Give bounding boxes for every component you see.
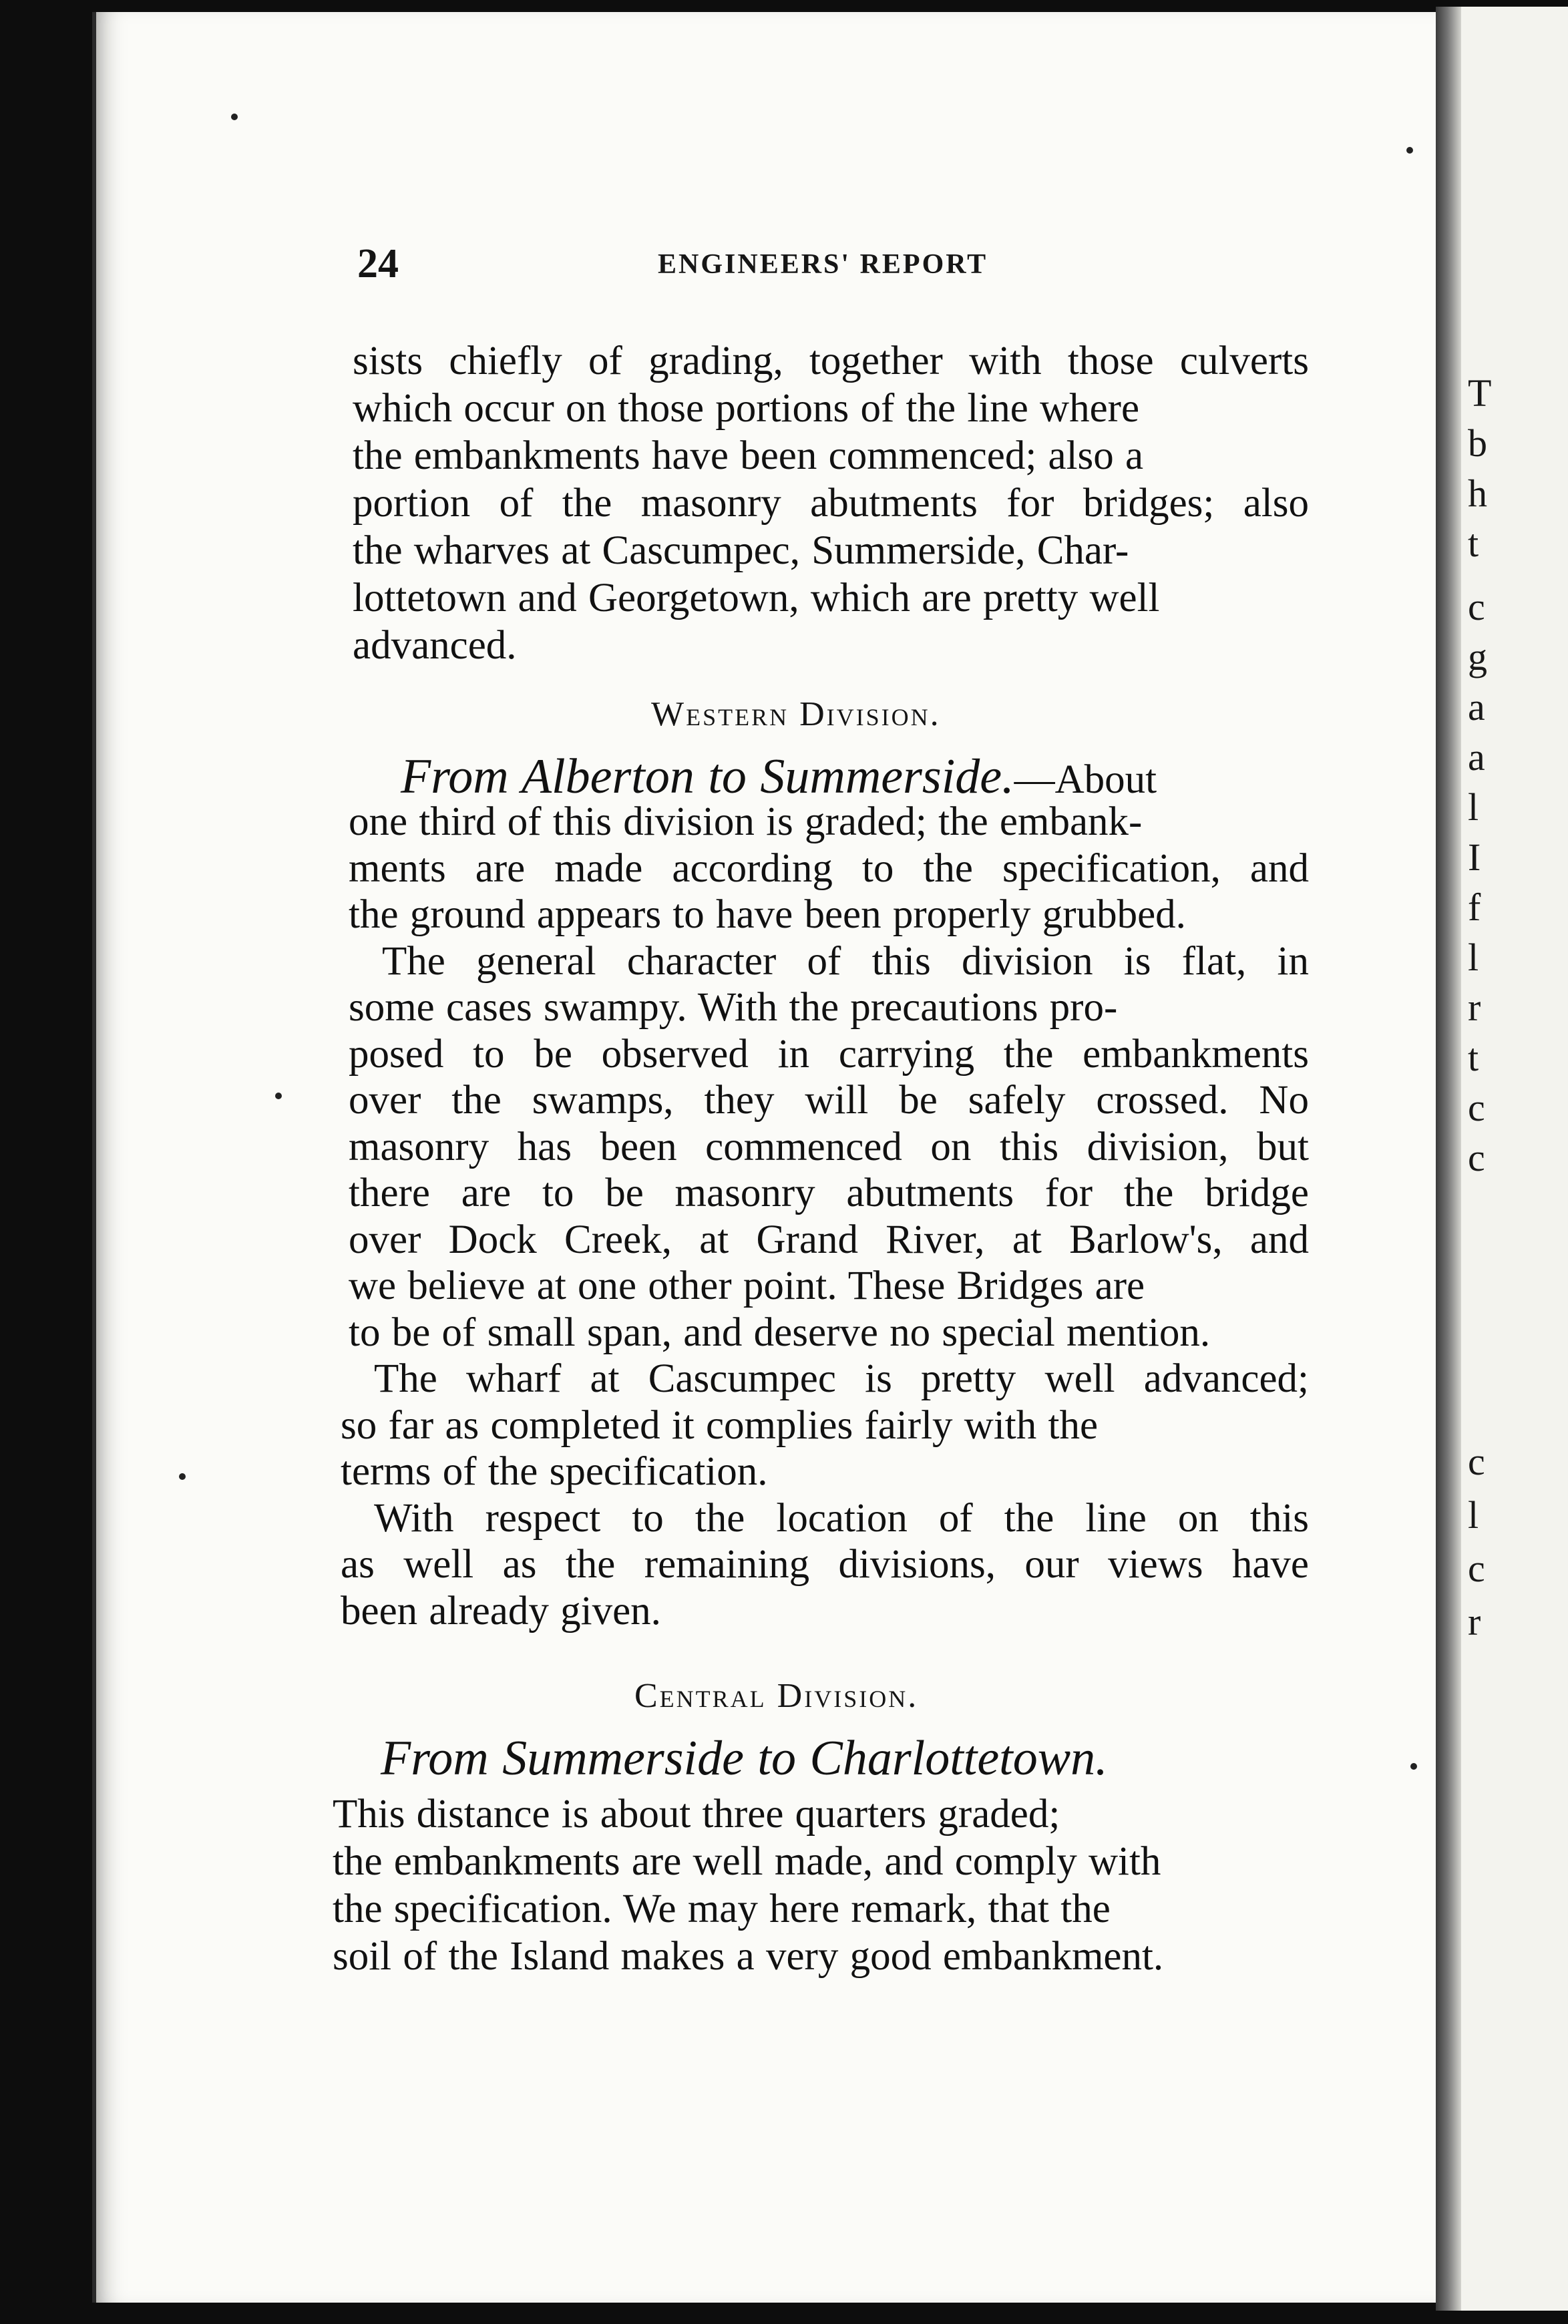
- adjacent-page-letter: c: [1468, 1136, 1485, 1179]
- adjacent-page-letter: h: [1468, 471, 1487, 515]
- text-line: masonry has been commenced on this division, but: [349, 1125, 1309, 1169]
- section-subheading-central: From Summerside to Charlottetown.: [381, 1731, 1108, 1786]
- text-line: there are to be masonry abutments for the bridge: [349, 1171, 1309, 1215]
- text-line: so far as completed it complies fairly with the: [341, 1403, 1099, 1448]
- scan-speck: [275, 1093, 282, 1099]
- adjacent-page-letter: t: [1468, 522, 1479, 565]
- text-line: terms of the specification.: [341, 1449, 768, 1494]
- scan-speck: [1406, 147, 1413, 154]
- text-line: over Dock Creek, at Grand River, at Barlow's, and: [349, 1217, 1309, 1262]
- text-line: the ground appears to have been properly grubbed.: [349, 892, 1186, 937]
- text-line: which occur on those portions of the line where: [353, 386, 1140, 431]
- adjacent-page-letter: b: [1468, 421, 1487, 465]
- text-line: This distance is about three quarters graded;: [333, 1792, 1060, 1836]
- adjacent-page-letter: a: [1468, 735, 1485, 779]
- scan-speck: [179, 1473, 186, 1480]
- adjacent-page-letter: a: [1468, 685, 1485, 729]
- page-number: 24: [357, 241, 399, 286]
- text-line: The general character of this division is flat, in: [382, 939, 1309, 984]
- text-line: the specification. We may here remark, that the: [333, 1887, 1111, 1931]
- text-line: as well as the remaining divisions, our views have: [341, 1542, 1309, 1587]
- text-line: sists chiefly of grading, together with those culverts: [353, 339, 1309, 383]
- text-line: been already given.: [341, 1589, 661, 1633]
- adjacent-page-letter: c: [1468, 1547, 1485, 1590]
- section-heading-western: Western Division.: [651, 695, 941, 733]
- adjacent-page-letter: l: [1468, 936, 1479, 979]
- text-line: one third of this division is graded; the embank-: [349, 799, 1143, 844]
- adjacent-page-letter: l: [1468, 785, 1479, 829]
- running-header: [357, 240, 1402, 307]
- text-line: With respect to the location of the line on this: [374, 1496, 1309, 1541]
- text-line: over the swamps, they will be safely crossed. No: [349, 1078, 1309, 1123]
- page-gutter: [1436, 7, 1462, 2311]
- adjacent-page-letter: f: [1468, 886, 1481, 929]
- adjacent-page-letter: l: [1468, 1493, 1479, 1537]
- adjacent-page-letter: I: [1468, 835, 1481, 879]
- text-line: ments are made according to the specification, and: [349, 846, 1309, 891]
- text-line: posed to be observed in carrying the embankments: [349, 1032, 1309, 1077]
- text-line: The wharf at Cascumpec is pretty well advanced;: [374, 1356, 1309, 1401]
- adjacent-page-letter: T: [1468, 371, 1492, 415]
- scan-speck: [231, 114, 238, 120]
- text-line: the wharves at Cascumpec, Summerside, Char-: [353, 528, 1129, 573]
- text-line: portion of the masonry abutments for bridges; also: [353, 481, 1309, 526]
- text-line: advanced.: [353, 623, 517, 668]
- text-line: the embankments have been commenced; also a: [353, 433, 1144, 478]
- adjacent-page-letter: r: [1468, 986, 1481, 1029]
- adjacent-page-edge: [1461, 7, 1568, 2311]
- text-line: to be of small span, and deserve no special mention.: [349, 1310, 1211, 1355]
- text-line: lottetown and Georgetown, which are pretty well: [353, 576, 1160, 620]
- text-line: soil of the Island makes a very good embankment.: [333, 1934, 1164, 1979]
- section-heading-central: Central Division.: [634, 1677, 919, 1715]
- adjacent-page-letter: r: [1468, 1600, 1481, 1643]
- section-subheading-western: From Alberton to Summerside.: [401, 749, 1014, 804]
- section-lead-line: [401, 749, 1157, 804]
- adjacent-page-letter: t: [1468, 1036, 1479, 1079]
- running-head-title: ENGINEERS' REPORT: [658, 249, 988, 280]
- scan-speck: [1410, 1763, 1417, 1770]
- lead-dash-text: —About: [1014, 757, 1157, 802]
- adjacent-page-letter: c: [1468, 585, 1485, 628]
- text-line: we believe at one other point. These Bridges are: [349, 1264, 1145, 1308]
- adjacent-page-letter: g: [1468, 635, 1487, 679]
- text-line: some cases swampy. With the precautions pro-: [349, 985, 1118, 1030]
- adjacent-page-letter: c: [1468, 1086, 1485, 1129]
- text-line: the embankments are well made, and comply with: [333, 1839, 1161, 1884]
- adjacent-page-letter: c: [1468, 1440, 1485, 1483]
